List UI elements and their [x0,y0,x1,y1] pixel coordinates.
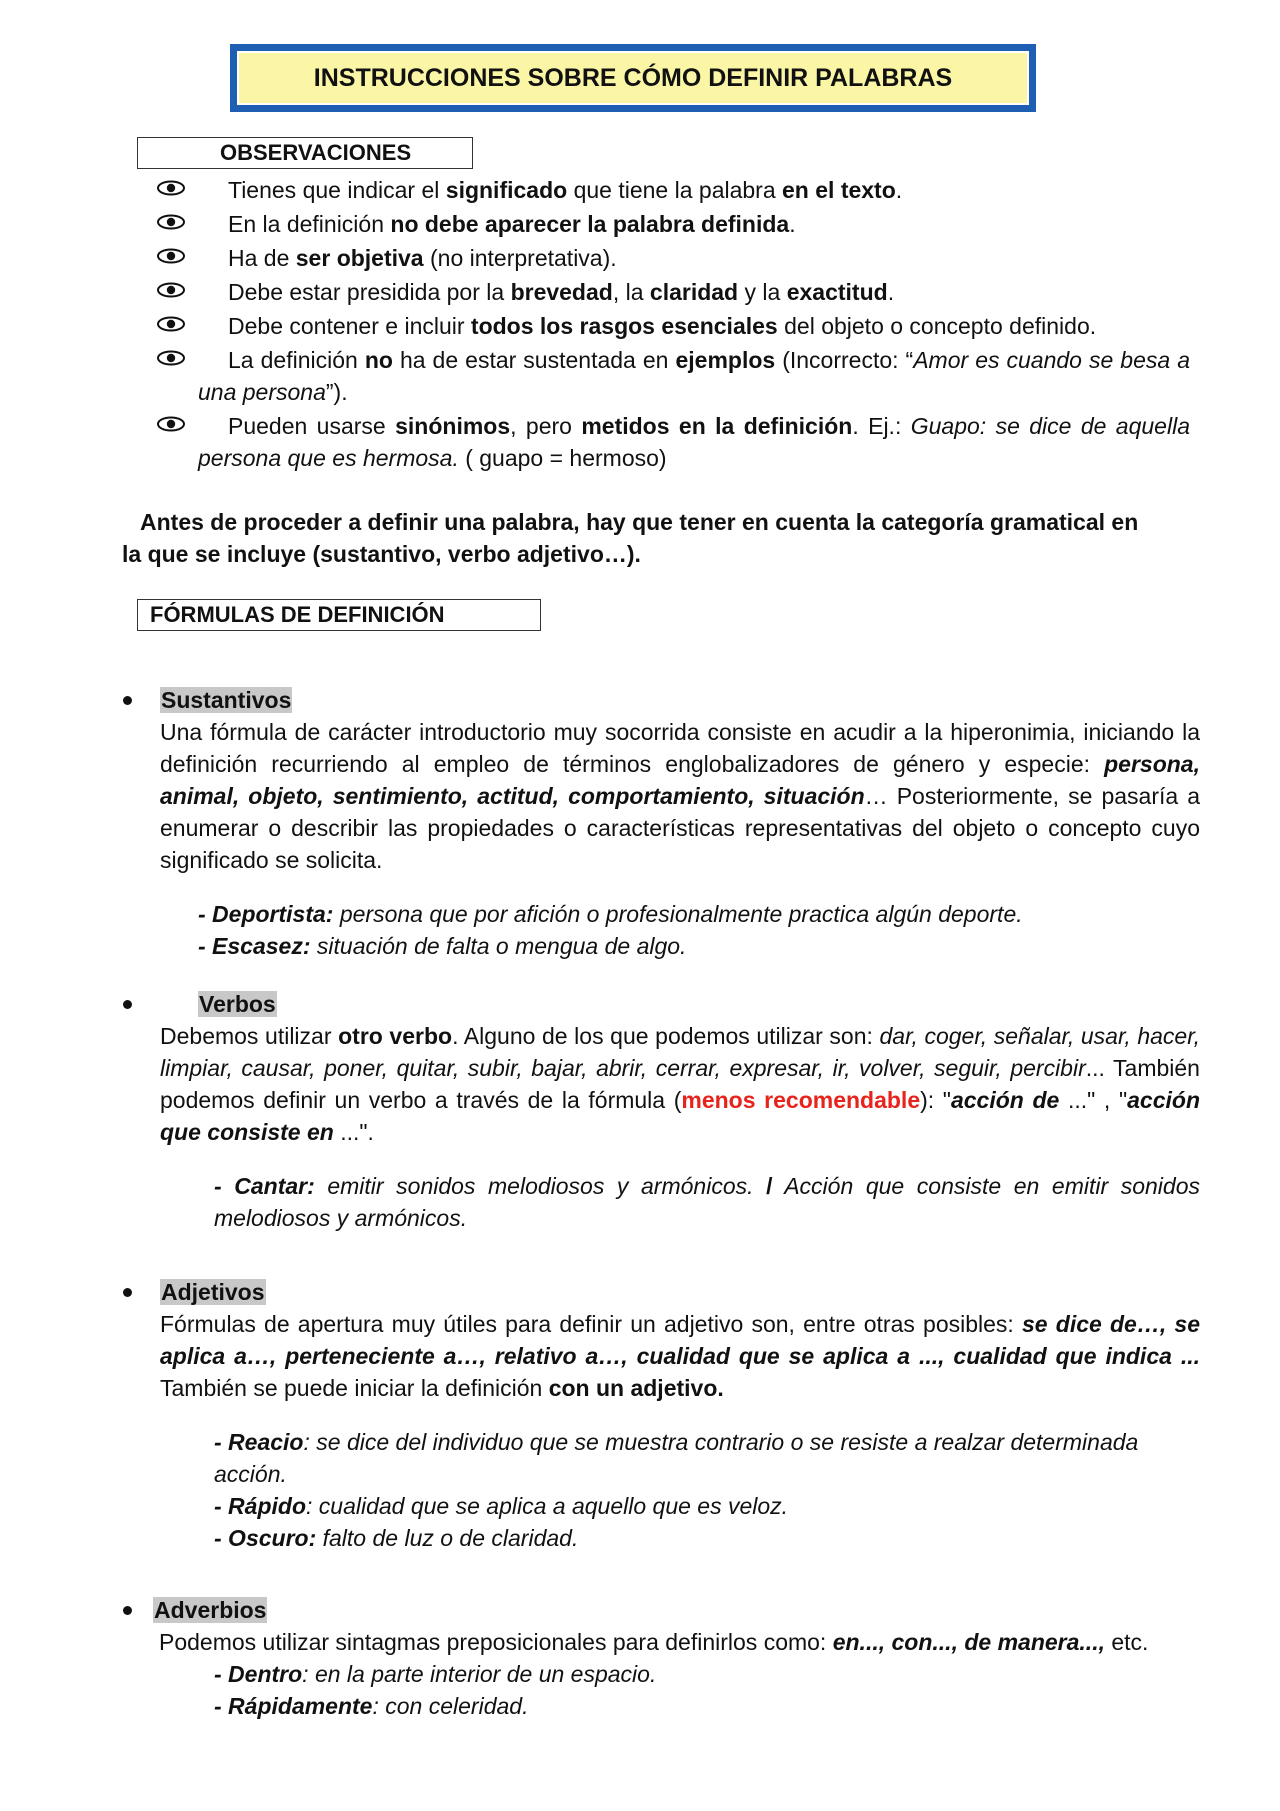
example-deportista: - Deportista: persona que por afición o profesionalmente practica algún deporte. [198,901,1023,927]
list-item: Tienes que indicar el significado que tiene la palabra en el texto. [150,174,1190,206]
list-item: Ha de ser objetiva (no interpretativa). [150,242,1190,274]
eye-icon [156,180,186,196]
example-rapido: - Rápido: cualidad que se aplica a aquello que es veloz. [214,1493,789,1519]
eye-icon [156,248,186,264]
adverbios-body: Podemos utilizar sintagmas preposicionales para definirlos como: en..., con..., de manera..., etc. [159,1629,1149,1655]
example-rapidamente: - Rápidamente: con celeridad. [214,1693,529,1719]
list-item: Debe estar presidida por la brevedad, la claridad y la exactitud. [150,276,1190,308]
list-item: Debe contener e incluir todos los rasgos esenciales del objeto o concepto definido. [150,310,1190,342]
verbos-section [160,988,1200,1234]
example-escasez: - Escasez: situación de falta o mengua de algo. [198,933,687,959]
observaciones-list [150,174,1190,476]
example-cantar: - Cantar: emitir sonidos melodiosos y armónicos. / Acción que consiste en emitir sonidos melodiosos y armónicos. [214,1173,1200,1231]
list-item: Pueden usarse sinónimos, pero metidos en la definición. Ej.: Guapo: se dice de aquella persona que es hermosa. ( guapo = hermoso) [150,410,1190,474]
sustantivos-body: Una fórmula de carácter introductorio muy socorrida consiste en acudir a la hiperonimia, iniciando la definición recurriendo al empleo de términos englobalizadores de género y especie: persona, animal, objeto, sentimiento, actitud, comportamiento, situación… Posteriormente, se pasaría a enumerar o describir las propiedades o características representativas del objeto o concepto cuyo significado se solicita. [160,719,1200,873]
adverbios-section [153,1594,1165,1722]
adjetivos-body: Fórmulas de apertura muy útiles para definir un adjetivo son, entre otras posibles: se dice de…, se aplica a…, perteneciente a…, relativo a…, cualidad que se aplica a ..., cualidad que indica ... También se puede iniciar la definición con un adjetivo. [160,1311,1200,1401]
list-item: En la definición no debe aparecer la palabra definida. [150,208,1190,240]
sustantivos-section [160,684,1200,962]
verbos-heading: Verbos [199,991,276,1017]
adjetivos-section [160,1276,1200,1554]
page-title: INSTRUCCIONES SOBRE CÓMO DEFINIR PALABRAS [237,51,1029,105]
list-item: La definición no ha de estar sustentada en ejemplos (Incorrecto: “Amor es cuando se besa a una persona”). [150,344,1190,408]
sustantivos-heading: Sustantivos [161,687,292,713]
verbos-body: Debemos utilizar otro verbo. Alguno de los que podemos utilizar son: dar, coger, señalar, usar, hacer, limpiar, causar, poner, quitar, subir, bajar, abrir, cerrar, expresar, ir, volver, seguir, percibir... También podemos definir un verbo a través de la fórmula (menos recomendable): "acción de ..." , "acción que consiste en ...". [160,1023,1201,1145]
bullet-icon [123,696,132,705]
eye-icon [156,350,186,366]
eye-icon [156,214,186,230]
adverbios-heading: Adverbios [154,1597,267,1623]
observaciones-heading: OBSERVACIONES [137,137,473,169]
formulas-heading: FÓRMULAS DE DEFINICIÓN [137,599,541,631]
example-dentro: - Dentro: en la parte interior de un espacio. [214,1661,657,1687]
bullet-icon [123,1000,132,1009]
title-banner [230,44,1036,112]
adjetivos-heading: Adjetivos [161,1279,265,1305]
intro-paragraph: Antes de proceder a definir una palabra, hay que tener en cuenta la categoría gramatical en la que se incluye (sustantivo, verbo adjetivo…). [122,509,1139,567]
eye-icon [156,282,186,298]
bullet-icon [123,1606,132,1615]
example-reacio: - Reacio: se dice del individuo que se muestra contrario o se resiste a realzar determinada acción. [214,1429,1139,1487]
bullet-icon [123,1288,132,1297]
eye-icon [156,416,186,432]
example-oscuro: - Oscuro: falto de luz o de claridad. [214,1525,579,1551]
eye-icon [156,316,186,332]
